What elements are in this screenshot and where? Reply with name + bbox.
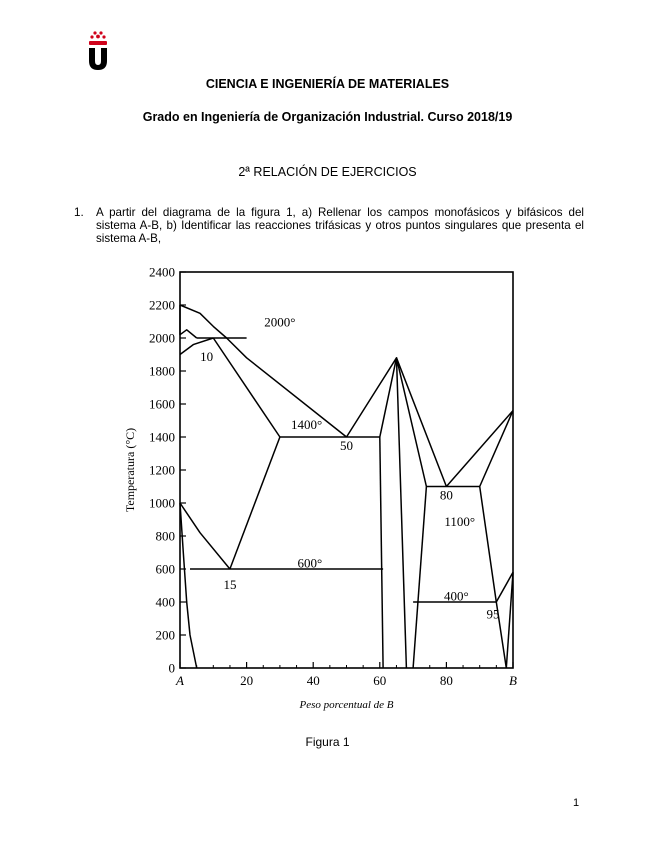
phase-boundary-upper-A-phase xyxy=(180,305,197,338)
x-tick-label: B xyxy=(509,673,517,688)
phase-diagram-figure xyxy=(118,262,538,720)
exercise-1 xyxy=(74,206,584,245)
phase-boundary-phase-boundary-30 xyxy=(230,437,280,569)
diagram-annotation: 1400° xyxy=(290,416,323,432)
y-tick-label: 200 xyxy=(155,627,175,643)
phase-boundary-compound-vertical-right xyxy=(397,358,407,668)
y-tick-label: 2200 xyxy=(149,297,175,313)
diagram-annotation: 95 xyxy=(486,606,500,622)
phase-boundary-right-solvus xyxy=(413,487,426,669)
phase-boundary-B-phase-2 xyxy=(506,572,513,668)
phase-boundary-liquidus-B xyxy=(446,411,513,487)
y-tick-label: 2400 xyxy=(149,264,175,280)
phase-boundary-solvus-A-low xyxy=(180,503,230,569)
plot-frame xyxy=(180,272,513,668)
diagram-annotation: 80 xyxy=(439,487,453,503)
y-tick-label: 1000 xyxy=(149,495,175,511)
course-title: CIENCIA E INGENIERÍA DE MATERIALES xyxy=(205,77,450,91)
x-tick-label: 60 xyxy=(373,673,387,688)
x-tick-label: A xyxy=(176,673,184,688)
y-axis-label: Temperatura (°C) xyxy=(123,427,137,513)
phase-boundary-phase-B-upper xyxy=(480,411,513,487)
x-tick-label: 80 xyxy=(439,673,453,688)
y-tick-label: 600 xyxy=(155,561,175,577)
x-tick-label: 40 xyxy=(306,673,320,688)
y-tick-label: 1800 xyxy=(149,363,175,379)
exercise-number: 1. xyxy=(74,206,84,219)
y-tick-label: 400 xyxy=(155,594,175,610)
diagram-annotation: 10 xyxy=(200,349,214,365)
degree-line: Grado en Ingeniería de Organización Industrial. Curso 2018/19 xyxy=(142,110,513,124)
phase-boundary-compound-left xyxy=(347,358,397,437)
diagram-annotation: 2000° xyxy=(264,314,296,330)
y-tick-label: 1600 xyxy=(149,396,175,412)
phase-boundary-A-phase-boundary xyxy=(180,503,197,668)
section-title: 2ª RELACIÓN DE EJERCICIOS xyxy=(238,165,417,179)
y-tick-label: 1400 xyxy=(149,429,175,445)
exercise-text: A partir del diagrama de la figura 1, a) Rellenar los campos monofásicos y bifásicos del sistema A-B, b) Identificar las reacciones trifásicas y otros puntos singulares que presenta el sistema A-B, xyxy=(96,206,584,245)
page-number: 1 xyxy=(573,797,580,809)
phase-boundary-right-solvus-2 xyxy=(480,487,507,669)
y-tick-label: 2000 xyxy=(149,330,175,346)
figure-caption: Figura 1 xyxy=(305,735,350,749)
y-tick-label: 800 xyxy=(155,528,175,544)
diagram-annotation: 50 xyxy=(340,438,353,454)
x-tick-label: 20 xyxy=(240,673,254,688)
phase-boundary-compound-vertical-left xyxy=(380,437,383,668)
y-tick-label: 0 xyxy=(168,660,175,676)
x-axis-label: Peso porcentual de B xyxy=(299,699,394,711)
diagram-annotation: 1100° xyxy=(444,514,476,530)
y-tick-label: 1200 xyxy=(149,462,175,478)
diagram-annotation: 15 xyxy=(223,576,237,592)
diagram-annotation: 400° xyxy=(444,588,469,604)
phase-boundary-solvus-10 xyxy=(213,338,280,437)
diagram-annotation: 600° xyxy=(297,555,323,571)
university-logo-icon xyxy=(86,30,110,70)
